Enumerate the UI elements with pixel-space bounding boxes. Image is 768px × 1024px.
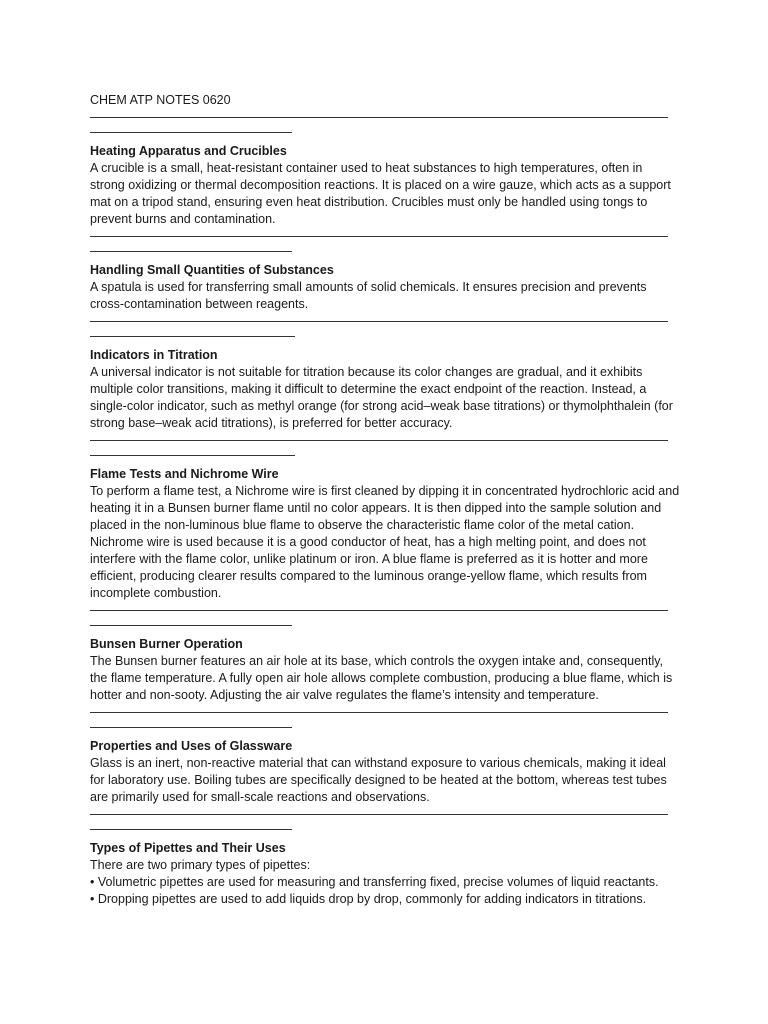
section-flame-tests (90, 466, 678, 602)
separator-line-long (90, 321, 668, 322)
section-body: A universal indicator is not suitable for titration because its color changes are gradual, and it exhibits multiple color transitions, making it difficult to determine the exact endpoint of the reaction. Instead, a single-color indicator, such as methyl orange (for strong acid–weak base titrations) or thymolphthalein (for strong base–weak acid titrations), is preferred for better accuracy. (90, 365, 673, 430)
bullet-item: • Dropping pipettes are used to add liquids drop by drop, commonly for adding indicators in titrations. (90, 892, 647, 906)
section-bunsen-burner (90, 636, 678, 704)
bullet-item: • Volumetric pipettes are used for measuring and transferring fixed, precise volumes of liquid reactants. (90, 875, 659, 889)
section-glassware (90, 738, 678, 806)
section-body: There are two primary types of pipettes: (90, 858, 311, 872)
section-separator (90, 109, 678, 143)
section-pipettes (90, 840, 678, 908)
section-separator (90, 704, 678, 738)
section-separator (90, 228, 678, 262)
section-heading: Indicators in Titration (90, 348, 218, 362)
section-heading: Properties and Uses of Glassware (90, 739, 293, 753)
section-separator (90, 313, 678, 347)
section-heading: Handling Small Quantities of Substances (90, 263, 334, 277)
document-title: CHEM ATP NOTES 0620 (90, 93, 231, 107)
section-body: A spatula is used for transferring small amounts of solid chemicals. It ensures precision and prevents cross-contamination between reagents. (90, 280, 647, 311)
separator-line-long (90, 440, 668, 441)
separator-line-long (90, 236, 668, 237)
separator-line-short (90, 251, 292, 252)
section-body: Glass is an inert, non-reactive material that can withstand exposure to various chemicals, making it ideal for laboratory use. Boiling tubes are specifically designed to be heated at the bottom, whereas test tubes are primarily used for small-scale reactions and observations. (90, 756, 667, 804)
separator-line-long (90, 712, 668, 713)
section-separator (90, 806, 678, 840)
separator-line-short (90, 727, 292, 728)
separator-line-short (90, 132, 292, 133)
section-heading: Types of Pipettes and Their Uses (90, 841, 286, 855)
section-body: A crucible is a small, heat-resistant container used to heat substances to high temperatures, often in strong oxidizing or thermal decomposition reactions. It is placed on a wire gauze, which acts as a support mat on a tripod stand, ensuring even heat distribution. Crucibles must only be handled using tongs to prevent burns and contamination. (90, 161, 671, 226)
section-separator (90, 602, 678, 636)
section-body: The Bunsen burner features an air hole at its base, which controls the oxygen intake and, consequently, the flame temperature. A fully open air hole allows complete combustion, producing a blue flame, which is hotter and non-sooty. Adjusting the air valve regulates the flame’s intensity and temperature. (90, 654, 673, 702)
separator-line-short (90, 625, 292, 626)
section-heading: Bunsen Burner Operation (90, 637, 243, 651)
section-heating-apparatus (90, 143, 678, 228)
section-indicators-titration (90, 347, 678, 432)
section-small-quantities (90, 262, 678, 313)
section-separator (90, 432, 678, 466)
separator-line-short (90, 455, 295, 456)
separator-line-short (90, 336, 295, 337)
separator-line-long (90, 117, 668, 118)
section-body: To perform a flame test, a Nichrome wire is first cleaned by dipping it in concentrated hydrochloric acid and heating it in a Bunsen burner flame until no color appears. It is then dipped into the sample solution and placed in the non-luminous blue flame to observe the characteristic flame color of the metal cation. Nichrome wire is used because it is a good conductor of heat, has a high melting point, and does not interfere with the flame color, unlike platinum or iron. A blue flame is preferred as it is hotter and more efficient, producing clearer results compared to the luminous orange-yellow flame, which results from incomplete combustion. (90, 484, 680, 600)
separator-line-long (90, 814, 668, 815)
separator-line-short (90, 829, 292, 830)
section-heading: Flame Tests and Nichrome Wire (90, 467, 279, 481)
separator-line-long (90, 610, 668, 611)
section-heading: Heating Apparatus and Crucibles (90, 144, 287, 158)
